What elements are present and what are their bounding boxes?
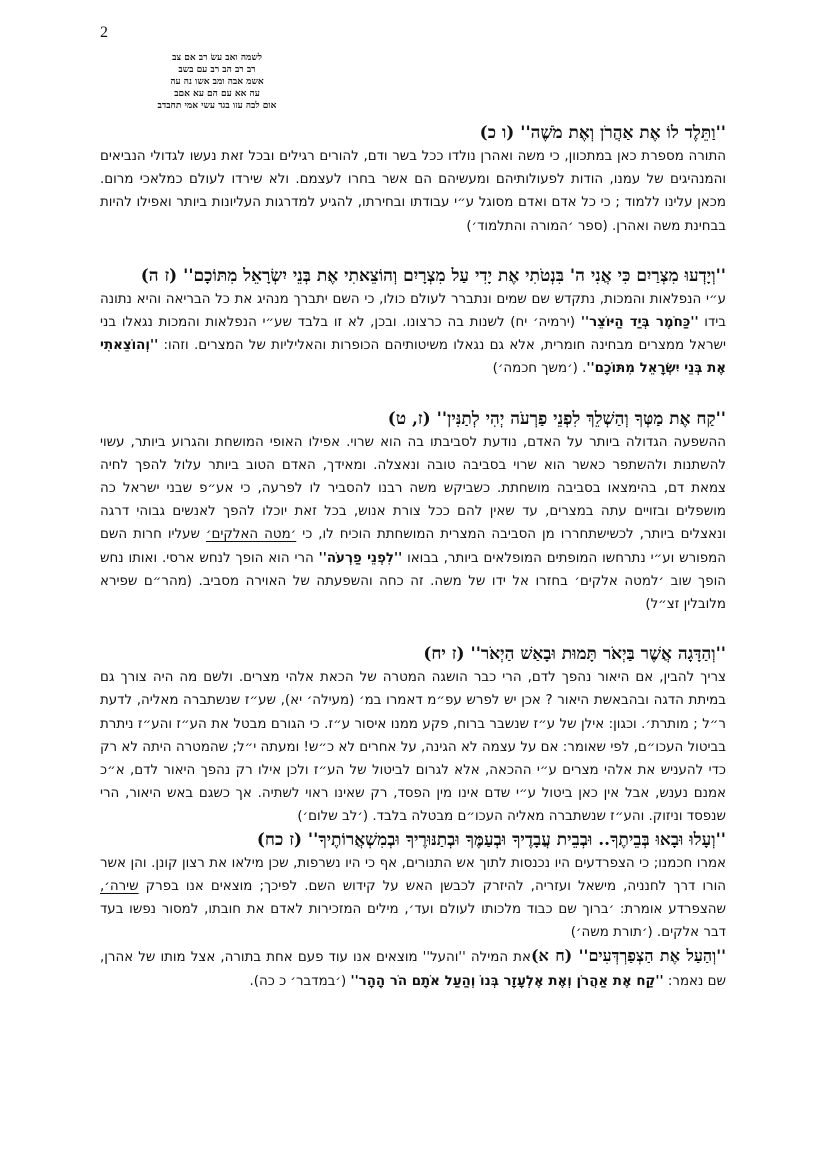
logo-line: אום לבה עזו בגד עשי אמי תחבדב xyxy=(157,101,277,111)
section-staff-before-pharaoh xyxy=(100,408,726,617)
section-body: צריך להבין, אם היאור נהפך לדם, הרי כבר הושגה המטרה של הכאת אלהי מצרים. ולשם מה היה צורך גם במיתת הדגה ובהבאשת היאור ? אכן יש לפרש עפ״מ דאמרו במ׳ (מעילה׳ יא), שע״ז שנשתברה מאליה, לדעת ר״ל ; מותרת׳. וכגון: אילן של ע״ז שנשבר ברוח, פקע ממנו איסור ע״ז. כי הגורם מבטל את הע״ז והע״ז ניתרת בביטול העכו״ם, לפי שאומר: אם על עצמה לא הגינה, על אחרים לא כ״ש! ומעתה י״ל; שהמטרה היתה לא רק כדי להעניש את אלהי מצרים ע״י ההכאה, אלא לגרום לביטול של הע״ז ולכן אילו רק נהפך היאור לדם, א״כ אמנם נענש, אבל אין כאן ביטול ע״י שדם אינו מין הפסד, רק שאינו ראוי לשתיה. אך כשגם באש היאור, הרי שנפסד וניזוק. והע״ז שנשתברה מאליה העכו״ם מבטלה בלבד. (׳לב שלום׳) xyxy=(100,670,726,825)
body-text: ההשפעה הגדולה ביותר על האדם, נודעת לסביבתו בה הוא שרוי. אפילו האופי המושחת והגרוע ביותר, עשוי להשתנות ולהשתפר כאשר הוא שרוי בסביבה טובה ונאצלה. ומאידך, האדם הטוב ביותר עלול להפך לחיה צמאת דם, בהימצאו בסביבה מושחתת. כשביקש משה רבנו להסביר לו לפרעה, כי אע״פ שבני ישראל כה מושפלים ובזויים עתה במצרים, עד שאין להם ככל צורת אנוש, בכל זאת יוכלו להפך לאנשים גבוהי דרגה ונאצלים ביותר, לכשישתחררו מן הסביבה המצרית המושחתת הוכיח לו, כי xyxy=(100,434,727,543)
section-fish-in-river xyxy=(100,643,726,828)
body-text: (ירמיה׳ יח) לשנות בה כרצונו. ובכן, לא זו בלבד שע״י הנפלאות והמכות נגאלו בני ישראל ממצרים מבחינה חומרית, אלא גם נגאלו משיטותיהם הכופרות והאליליות של המצרים. וזהו: xyxy=(100,315,726,354)
body-text: את המילה ''והעל'' מוצאים אנו עוד פעם אחת בתורה, אצל xyxy=(190,950,531,966)
section-heading: ''וְהַעַל אֶת הַצְפַרְדְּעִים'' (ח א) xyxy=(530,946,727,966)
logo-text-block xyxy=(146,50,288,120)
section-bring-up-frogs xyxy=(100,944,726,992)
section-body xyxy=(100,288,726,381)
section-birth-of-moses-aaron xyxy=(100,122,726,238)
section-heading: ''וְהַדָּגָה אֲשֶׁר בַּיְאֹר תָּמוּת וּבָאַשׁ הַיְאֹר'' (ז יח) xyxy=(423,644,726,665)
section-heading: ''וְיָדְעוּ מִצְרַיִם כִּי אֲנִי ה' בִּנְטֹתִי אֶת יָדִי עַל מִצְרָיִם וְהוֹצֵאתִי אֶת בְּנֵי יִשְׂרָאֵל מִתּוֹכָם'' (ז ה) xyxy=(140,265,726,286)
body-text: מותו של אהרן, שם נאמר: xyxy=(100,950,726,989)
page-content xyxy=(100,122,726,993)
page-number: 2 xyxy=(100,24,108,41)
section-body: התורה מספרת כאן במתכוון, כי משה ואהרן נולדו ככל בשר ודם, להורים רגילים ובכל זאת נעשו לגדולי הנביאים והמנהיגים של עמנו, הודות לפעולותיהם ומעשיהם הם אשר בחרו לעצמם. ולא שירדו לעולם כמלאכי מרום. מכאן עלינו ללמוד ; כי כל אדם ואדם מסוגל ע״י עבודתו ובחירתו, להגיע למדרגות העליונות ביותר ואפילו להיות בבחינת משה ואהרן. (ספר ׳המורה והתלמוד׳) xyxy=(100,149,726,234)
section-heading: ''וְעָלוּ וּבָאוּ בְּבֵיתֶךָ.. וּבְבֵית עֲבָדֶיךָ וּבְעַמֶּךָ וּבְתַנּוּרֶיךָ וּבְמִשְׁאֲרוֹתֶיךָ'' (ז כח) xyxy=(256,829,726,850)
section-frogs-in-ovens xyxy=(100,829,726,945)
section-gap xyxy=(100,238,726,265)
body-text: שהצפרדע אומרת: ׳ברוך שם כבוד מלכותו לעולם ועד׳, מילים המזכירות לאדם את חובתו, למסור נפשו בעד דבר אלקים. (׳תורת משה׳) xyxy=(100,902,726,941)
quote-bold: ''כַּחֹמֶר בְּיַד הַיּוֹצֵר'' xyxy=(580,315,699,331)
quote-bold: ''לִפְנֵי פַרְעֹה'' xyxy=(318,550,403,566)
section-body xyxy=(100,431,726,617)
body-text: אמרו חכמנו; כי הצפרדעים היו נכנסות לתוך אש התנורים, אף כי היו נשרפות, שכן מילאו את רצון קונן. והן אשר הורו דרך לחנניה, מישאל ועזריה, להיזרק לכבשן האש על קידוש השם. לפיכך; מוצאים אנו בפרק xyxy=(100,855,726,894)
underlined-phrase: ׳מטה האלקים׳ xyxy=(205,527,297,543)
quote-bold: ''קַח אֶת אַהֲרֹן וְאֶת אֶלְעָזָר בְּנוֹ וְהַעַל אֹתָם הֹר הָהָר'' xyxy=(350,973,664,989)
body-text: שעליו חרות השם המפורש וע״י נתרחשו המופתים המופלאים ביותר, בבואו xyxy=(100,527,726,566)
section-gap xyxy=(100,616,726,643)
section-heading: ''וַתֵּלֶד לוֹ אֶת אַהֲרֹן וְאֶת מֹשֶׁה'' (ו כ) xyxy=(479,123,726,143)
body-text: (׳במדבר׳ כ כה). xyxy=(249,973,351,989)
logo-line: לשמה ואב עשׂ רב אם צב xyxy=(172,53,262,63)
logo-line: עה אא עם הם עא אםב xyxy=(174,89,260,99)
section-heading: ''קַח אֶת מַטְּךָ וְהַשְׁלֵךְ לִפְנֵי פַרְעֹה יְהִי לְתַנִּין'' (ז, ט) xyxy=(387,408,726,429)
logo xyxy=(146,50,288,120)
body-text: ע״י הנפלאות והמכות, נתקדש שם שמים ונתברר לעולם כולו, כי השם יתברך מנהיג את כל הבריאה והיא נתונה בידו xyxy=(100,291,726,331)
quote-bold: ''וְהוֹצֵאתִי אֶת בְּנֵי יִשְׂרָאֵל מִתּוֹכָם'' xyxy=(100,338,726,377)
section-body xyxy=(100,944,726,992)
underlined-phrase: שירה׳, xyxy=(100,878,139,894)
section-gap xyxy=(100,381,726,408)
section-body xyxy=(100,852,726,945)
logo-line: רב רב הב רב עם בשב xyxy=(178,65,256,75)
logo-line: אשמ אבה ומב אשו נה עה xyxy=(170,77,264,87)
body-text: . (׳משך חכמה׳) xyxy=(492,361,587,377)
body-text: הרי הוא הופך לנחש ארסי. ואותו נחש הופך שוב ׳למטה אלקים׳ בחזרו אל ידו של משה. זה כחה והשפעתה של האוירה מסביב. (מהר״ם שפירא מלובלין זצ״ל) xyxy=(100,550,726,613)
section-egypt-shall-know xyxy=(100,265,726,381)
